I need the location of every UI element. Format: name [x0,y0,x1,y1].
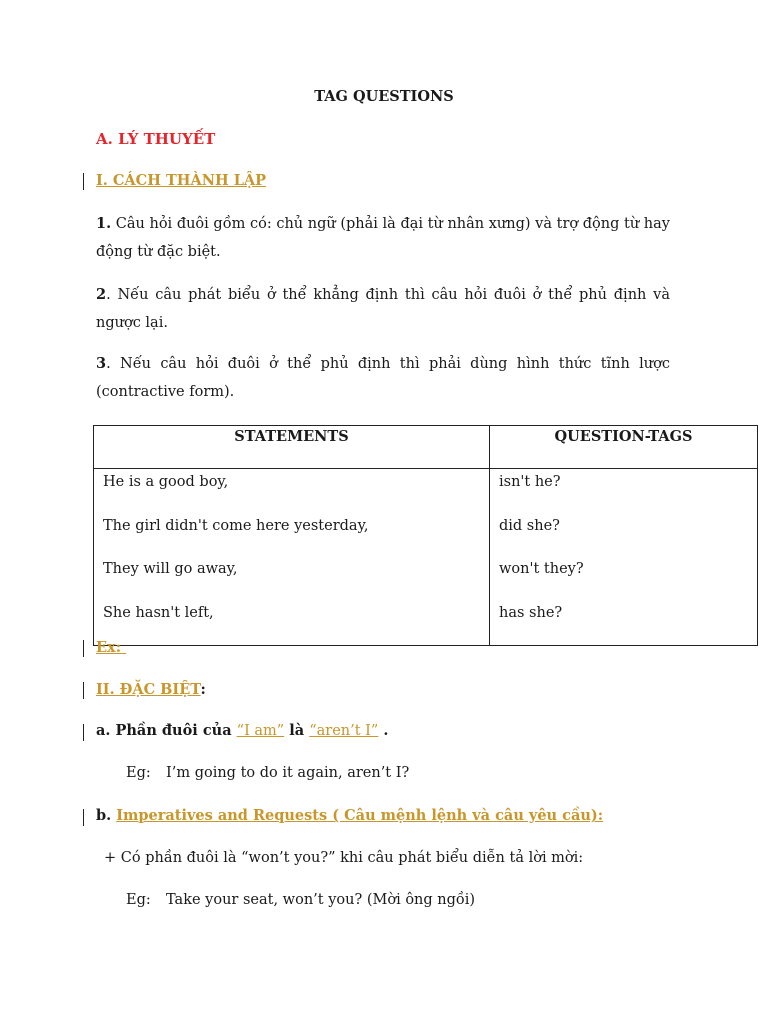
document-title: TAG QUESTIONS [314,88,454,105]
tag-cell: did she? [499,517,560,534]
tag-cell: has she? [499,604,563,621]
paragraph-mark [83,809,84,826]
section-a-heading: A. LÝ THUYẾT [96,130,216,148]
ex-label: Ex: [96,639,127,656]
section-1-heading: I. CÁCH THÀNH LẬP [96,172,267,189]
statements-column [94,469,490,646]
tag-cell: isn't he? [499,474,561,490]
point-2 [96,281,670,337]
point-b [96,807,603,824]
point-3-text: . Nếu câu hỏi đuôi ở thể phủ định thì phải dùng hình thức tĩnh lược (contractive form). [96,356,670,400]
section-2-heading [96,681,206,698]
header-statements: STATEMENTS [94,426,490,469]
statement-cell: He is a good boy, [103,474,229,490]
tag-cell: won't they? [499,561,584,577]
point-b-prefix: b. [96,807,117,824]
statement-cell: They will go away, [103,561,238,577]
point-a-mid: là [284,722,310,739]
example-1 [126,765,409,781]
tag-questions-table [93,425,758,646]
eg-label: Eg: [126,765,151,781]
paragraph-mark [83,640,84,657]
point-3 [96,350,670,406]
point-1-number: 1. [96,215,112,232]
example-2-text: Take your seat, won’t you? (Mời ông ngồi) [166,892,476,908]
section-2-colon: : [200,681,206,698]
point-b-note: + Có phần đuôi là “won’t you?” khi câu phát biểu diễn tả lời mời: [104,850,584,866]
point-a-prefix: a. Phần đuôi của [96,722,237,739]
paragraph-mark [83,173,84,190]
point-b-text: Imperatives and Requests ( Câu mệnh lệnh và câu yêu cầu): [116,807,604,824]
point-1 [96,210,670,266]
paragraph-mark [83,724,84,741]
point-a-quote-1: “I am” [236,723,285,739]
eg-label: Eg: [126,892,151,908]
table-row [94,469,758,646]
section-2-title: II. ĐẶC BIỆT [96,681,201,698]
point-2-number: 2 [96,286,107,303]
example-2 [126,892,475,908]
point-2-text: . Nếu câu phát biểu ở thể khẳng định thì câu hỏi đuôi ở thể phủ định và ngược lại. [96,287,670,331]
table-header-row [94,426,758,469]
example-1-text: I’m going to do it again, aren’t I? [166,765,410,781]
paragraph-mark [83,682,84,699]
point-a-quote-2: “aren’t I” [309,723,379,739]
statement-cell: She hasn't left, [103,604,214,621]
point-3-number: 3 [96,355,107,372]
statement-cell: The girl didn't come here yesterday, [103,517,369,534]
tags-column [490,469,758,646]
point-a [96,722,388,739]
point-a-suffix: . [378,722,389,739]
header-question-tags: QUESTION-TAGS [490,426,758,469]
point-1-text: Câu hỏi đuôi gồm có: chủ ngữ (phải là đại từ nhân xưng) và trợ động từ hay động từ đặc biệt. [96,216,670,260]
